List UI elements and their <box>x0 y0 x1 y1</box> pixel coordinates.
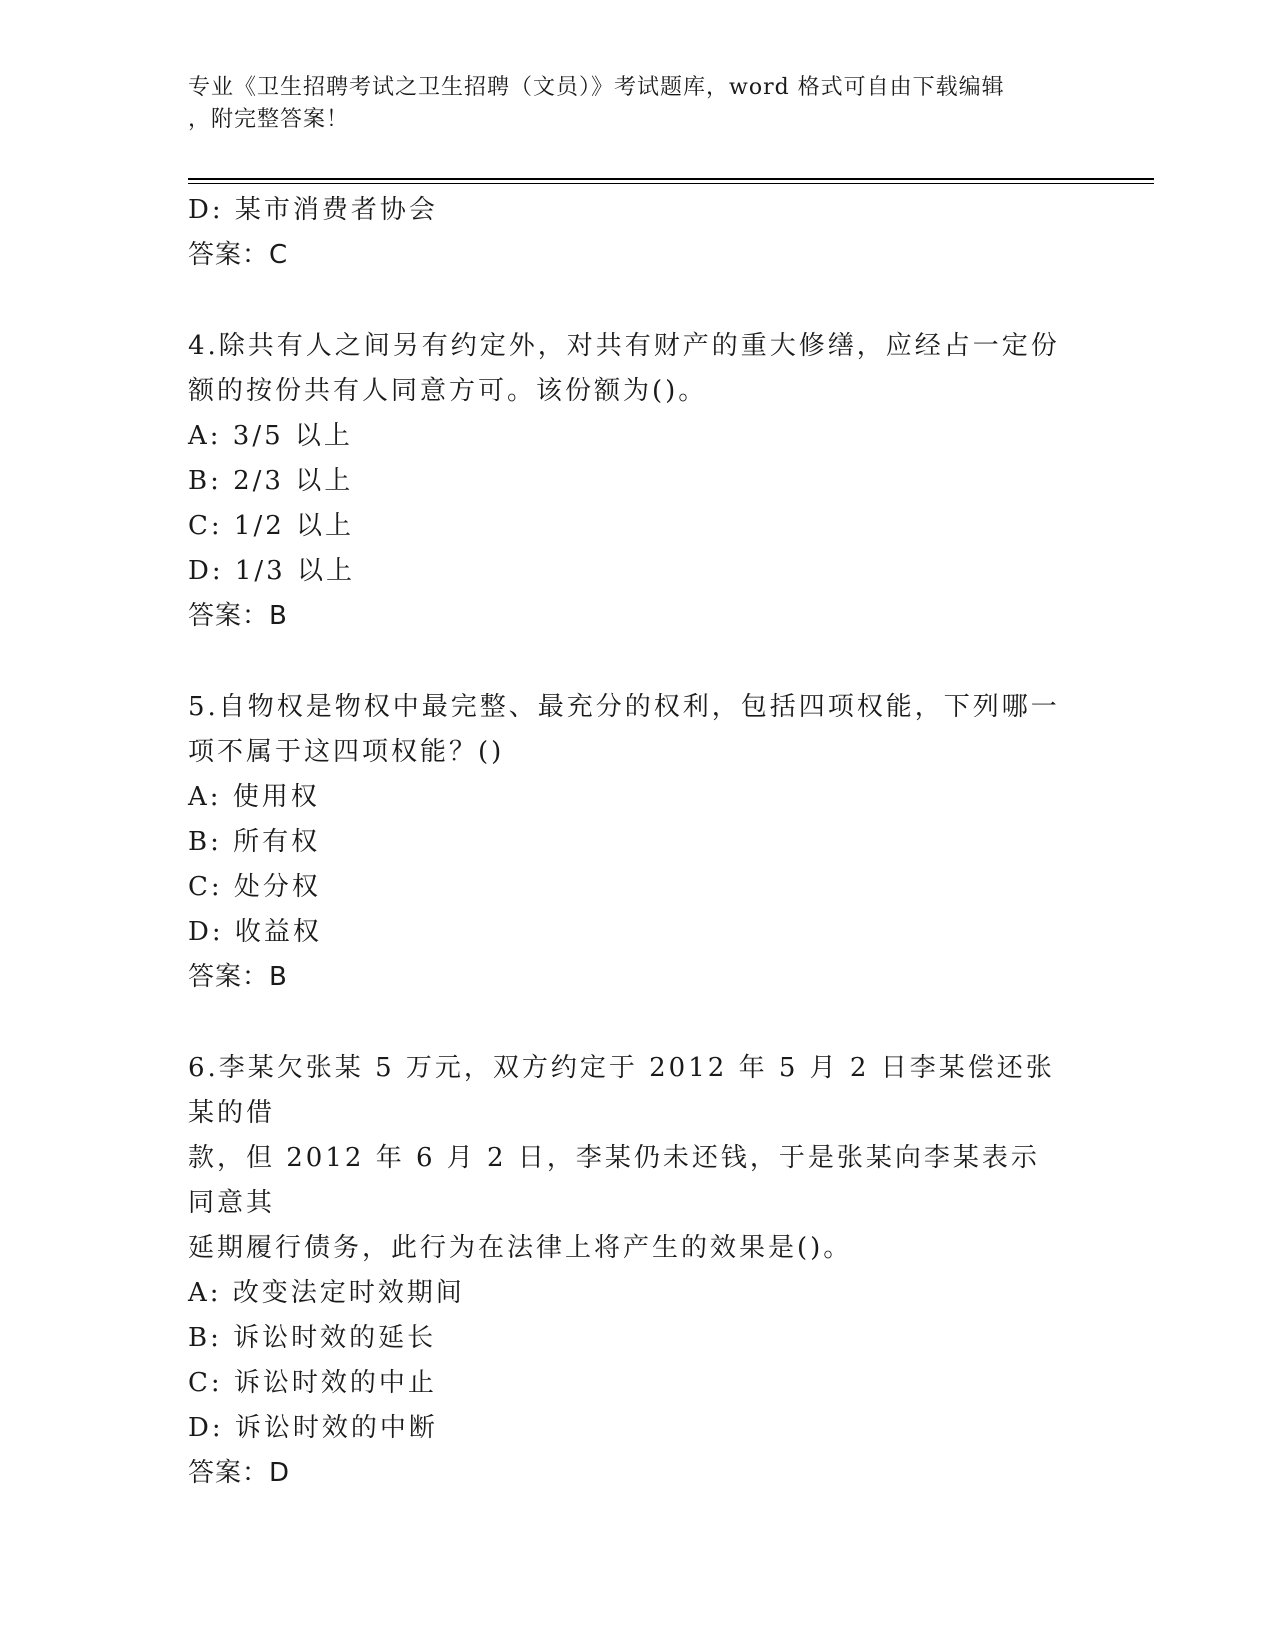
document-header <box>188 72 1068 136</box>
option-d: D: 诉讼时效的中断 <box>188 1413 438 1443</box>
option-c: C: 1/2 以上 <box>188 511 355 541</box>
option-d: D: 某市消费者协会 <box>188 195 438 225</box>
question-stem <box>188 324 1068 414</box>
spacer <box>188 278 1088 324</box>
question-content <box>188 188 1088 1496</box>
spacer <box>188 1000 1088 1046</box>
question-stem <box>188 1046 1068 1271</box>
header-divider-thick <box>188 178 1154 180</box>
question-stem-line: 6.李某欠张某 5 万元，双方约定于 2012 年 5 月 2 日李某偿还张某的借 <box>188 1053 1055 1128</box>
question-5 <box>188 685 1088 1000</box>
option-a: A: 3/5 以上 <box>188 421 353 451</box>
answer-line: 答案：B <box>188 962 288 992</box>
question-stem-line: 额的按份共有人同意方可。该份额为()。 <box>188 376 708 406</box>
header-divider-thin <box>188 183 1154 184</box>
header-title-line-2: ，附完整答案！ <box>188 107 350 132</box>
option-b: B: 所有权 <box>188 827 321 857</box>
question-4 <box>188 324 1088 639</box>
option-b: B: 2/3 以上 <box>188 466 354 496</box>
question-stem <box>188 685 1068 775</box>
answer-line: 答案：B <box>188 601 288 631</box>
question-stem-line: 项不属于这四项权能？() <box>188 737 505 767</box>
option-d: D: 收益权 <box>188 917 322 947</box>
option-d: D: 1/3 以上 <box>188 556 355 586</box>
question-stem-line: 延期履行债务，此行为在法律上将产生的效果是()。 <box>188 1233 853 1263</box>
spacer <box>188 639 1088 685</box>
question-stem-line: 4.除共有人之间另有约定外，对共有财产的重大修缮，应经占一定份 <box>188 331 1060 361</box>
option-c: C: 处分权 <box>188 872 321 902</box>
question-stem-line: 5.自物权是物权中最完整、最充分的权利，包括四项权能，下列哪一 <box>188 692 1060 722</box>
option-b: B: 诉讼时效的延长 <box>188 1323 437 1353</box>
option-c: C: 诉讼时效的中止 <box>188 1368 437 1398</box>
option-a: A: 改变法定时效期间 <box>188 1278 465 1308</box>
question-fragment <box>188 188 1088 278</box>
question-stem-line: 款，但 2012 年 6 月 2 日，李某仍未还钱，于是张某向李某表示同意其 <box>188 1143 1040 1218</box>
answer-line: 答案：D <box>188 1458 291 1488</box>
question-6 <box>188 1046 1088 1496</box>
header-title-line-1: 专业《卫生招聘考试之卫生招聘（文员）》考试题库，word 格式可自由下载编辑 <box>188 75 1005 100</box>
option-a: A: 使用权 <box>188 782 320 812</box>
answer-line: 答案：C <box>188 240 289 270</box>
